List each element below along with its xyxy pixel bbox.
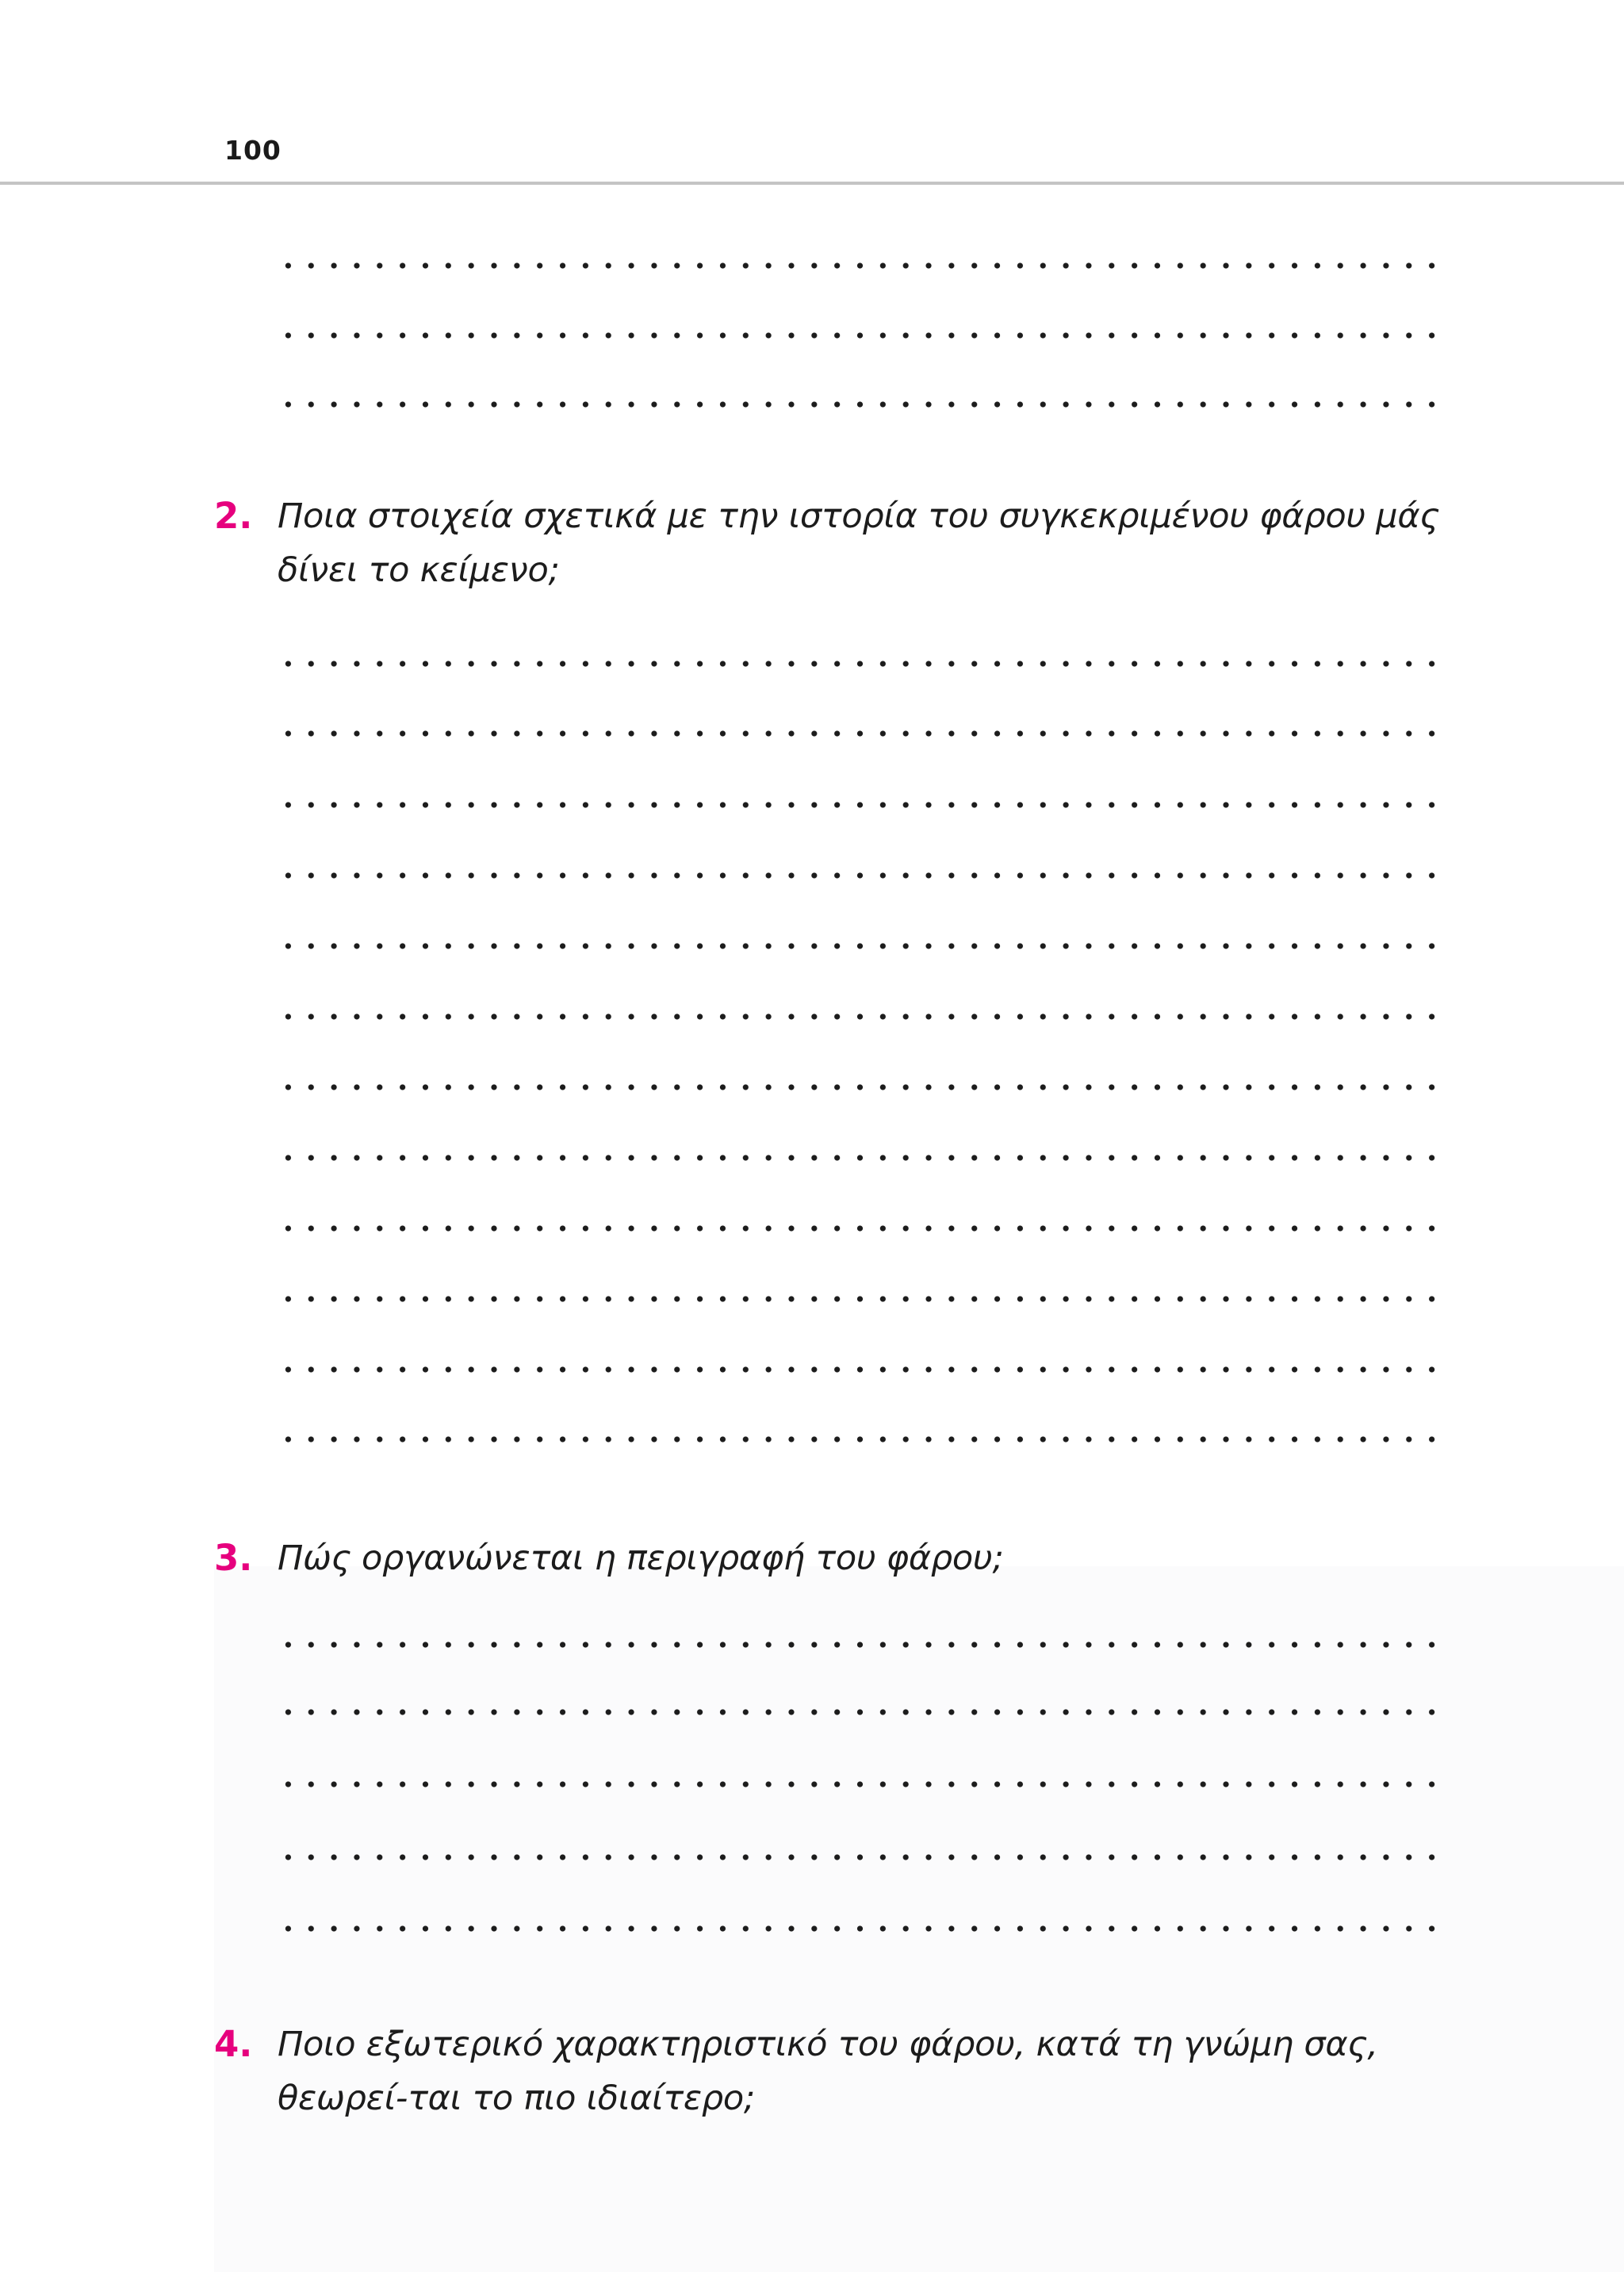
question-text: Ποιο εξωτερικό χαρακτηριστικό του φάρου, κατά τη γνώμη σας, θεωρεί-ται το πιο ιδιαίτερο; xyxy=(278,2025,1378,2118)
answer-line[interactable] xyxy=(277,1013,1443,1020)
question-number: 2. xyxy=(214,495,253,537)
answer-line[interactable] xyxy=(277,1925,1443,1932)
answer-line[interactable] xyxy=(277,1225,1443,1232)
answer-line[interactable] xyxy=(277,1296,1443,1302)
answer-line[interactable] xyxy=(277,332,1443,339)
page-background-tint xyxy=(214,1566,1624,2272)
answer-line[interactable] xyxy=(277,1155,1443,1161)
answer-line[interactable] xyxy=(277,661,1443,667)
question-3 xyxy=(214,1531,1467,1585)
question-number: 4. xyxy=(214,2023,253,2065)
answer-line[interactable] xyxy=(277,401,1443,408)
question-text: Ποια στοιχεία σχετικά με την ιστορία του συγκεκριμένου φάρου μάς δίνει το κείμενο; xyxy=(278,496,1440,590)
answer-line[interactable] xyxy=(277,1366,1443,1373)
answer-line[interactable] xyxy=(277,1642,1443,1648)
answer-line[interactable] xyxy=(277,1781,1443,1787)
answer-line[interactable] xyxy=(277,1854,1443,1860)
answer-line[interactable] xyxy=(277,1084,1443,1090)
question-4 xyxy=(214,2017,1467,2125)
answer-line[interactable] xyxy=(277,1436,1443,1443)
question-number: 3. xyxy=(214,1537,253,1579)
answer-line[interactable] xyxy=(277,943,1443,949)
question-text: Πώς οργανώνεται η περιγραφή του φάρου; xyxy=(278,1538,1004,1578)
question-2 xyxy=(214,489,1467,597)
answer-line[interactable] xyxy=(277,1709,1443,1715)
page-number: 100 xyxy=(224,135,282,166)
answer-line[interactable] xyxy=(277,802,1443,808)
answer-line[interactable] xyxy=(277,872,1443,879)
answer-line[interactable] xyxy=(277,262,1443,269)
header-divider xyxy=(0,182,1624,185)
answer-line[interactable] xyxy=(277,730,1443,737)
